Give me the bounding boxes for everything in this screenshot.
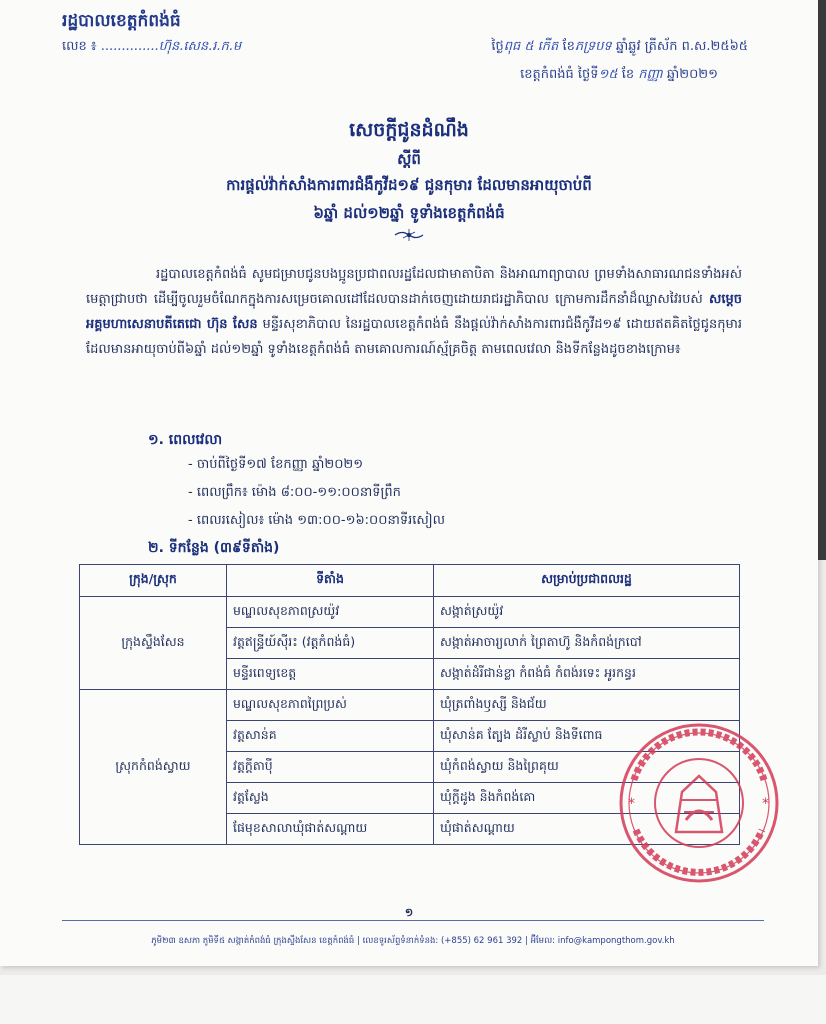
communes-cell: ឃុំកំពង់ស្វាយ និងព្រៃគុយ <box>434 752 740 783</box>
communes-cell: ឃុំផាត់សណ្តាយ <box>434 814 740 845</box>
lunar-date-suffix: ឆ្នាំឆ្លូវ ត្រីស័ក ព.ស.២៥៦៥ <box>615 39 748 54</box>
site-cell: មណ្ឌលសុខភាពព្រៃប្រស់ <box>227 690 434 721</box>
site-cell: វត្តឥន្ទ្រីយ៍ស៊ីរះ (វត្តកំពង់ធំ) <box>227 628 434 659</box>
table-header-row <box>80 565 740 597</box>
next-page-strip <box>0 975 826 1024</box>
solar-date-suffix: ឆ្នាំ២០២១ <box>666 67 718 82</box>
header-site: ទីតាំង <box>227 565 434 597</box>
reference-number <box>62 38 241 57</box>
solar-month-handwritten: កញ្ញា <box>638 67 663 82</box>
communes-cell: សង្កាត់ដំរីជាន់ខ្លា កំពង់ធំ កំពង់រទេះ អូរកន្ធរ <box>434 659 740 690</box>
lunar-date <box>491 38 748 57</box>
lunar-date-month-label: ខែ <box>562 39 575 54</box>
site-cell: មណ្ឌលសុខភាពស្រយ៉ូវ <box>227 597 434 628</box>
notice-subject-label: ស្តីពី <box>397 150 421 168</box>
photo-edge-shadow <box>818 0 826 560</box>
table-row <box>80 597 740 628</box>
body-text-honorific: សម្តេចអគ្គមហាសេនាបតីតេជោ ហ៊ុន សែន <box>86 292 742 332</box>
time-item-morning: - ពេលព្រឹក៖ ម៉ោង ៨:០០-១១:០០នាទីព្រឹក <box>188 485 401 500</box>
site-cell: វត្តក្តីតាប៉ី <box>227 752 434 783</box>
communes-cell: ឃុំត្រពាំងឫស្សី និងជ័យ <box>434 690 740 721</box>
lunar-date-prefix: ថ្ងៃ <box>491 39 504 54</box>
svg-text:*: * <box>628 796 635 812</box>
time-item-afternoon: - ពេលរសៀល៖ ម៉ោង ១៣:០០-១៦:០០នាទីរសៀល <box>188 513 445 528</box>
body-text-details: មន្ទីរសុខាភិបាល នៃរដ្ឋបាលខេត្តកំពង់ធំ នឹងផ្តល់វ៉ាក់សាំងការពារជំងឺកូវីដ១៩ ដោយឥតគិតថ្លៃជូនកុមារ ដែលមានអាយុចាប់ពី៦ឆ្នាំ ដល់១២ឆ្នាំ ទូទាំងខេត្តកំពង់ធំ តាមគោលការណ៍ស្ម័គ្រចិត្ត តាមពេលវេលា និងទីកន្លែងដូចខាងក្រោម៖ <box>86 317 743 357</box>
communes-cell: សង្កាត់អាចារ្យលាក់ ព្រៃតាហ៊ូ និងកំពង់ក្របៅ <box>434 628 740 659</box>
site-cell: វត្តសាន់គ <box>227 721 434 752</box>
footer-divider <box>62 920 764 921</box>
svg-text:*: * <box>762 796 769 812</box>
solar-date <box>520 66 718 85</box>
official-seal-stamp <box>616 720 782 886</box>
section-location-heading: ២. ទីកន្លែង (៣៩ទីតាំង) <box>148 540 280 556</box>
ornament-icon <box>394 228 424 242</box>
lunar-date-handwritten: ពុធ ៥ កើត <box>503 39 559 54</box>
reference-prefix: លេខ ៖ <box>62 39 97 54</box>
district-cell: ក្រុងស្ទឹងសែន <box>80 597 227 690</box>
solar-day-handwritten: ១៥ <box>598 67 618 82</box>
notice-subject-line2: ៦ឆ្នាំ ដល់១២ឆ្នាំ ទូទាំងខេត្តកំពង់ធំ <box>313 204 505 222</box>
solar-date-month-label: ខែ <box>621 67 635 82</box>
lunar-month-handwritten: ភទ្របទ <box>574 39 612 54</box>
communes-cell: ឃុំសាន់គ ត្បែង ដំរីស្លាប់ និងទីពោធ <box>434 721 740 752</box>
header-district: ក្រុង/ស្រុក <box>80 565 227 597</box>
time-item-start: - ចាប់ពីថ្ងៃទី១៧ ខែកញ្ញា ឆ្នាំ២០២១ <box>188 457 364 472</box>
notice-title: សេចក្តីជូនដំណឹង <box>349 119 469 141</box>
reference-handwritten: ..............ហ៊ុន.សេន.រ.ក.ម <box>100 39 242 54</box>
site-cell: មន្ទីរពេទ្យខេត្ត <box>227 659 434 690</box>
header-communes: សម្រាប់ប្រជាពលរដ្ឋ <box>434 565 740 597</box>
agency-name: រដ្ឋបាលខេត្តកំពង់ធំ <box>62 11 181 31</box>
page-number: ១ <box>404 906 414 919</box>
communes-cell: សង្កាត់ស្រយ៉ូវ <box>434 597 740 628</box>
site-cell: វត្តស្លែង <box>227 783 434 814</box>
site-cell: ផែមុខសាលាឃុំផាត់សណ្តាយ <box>227 814 434 845</box>
district-cell: ស្រុកកំពង់ស្វាយ <box>80 690 227 845</box>
body-text-intro: រដ្ឋបាលខេត្តកំពង់ធំ សូមជម្រាបជូនបងប្អូនប្រជាពលរដ្ឋដែលជាមាតាបិតា និងអាណាព្យាបាល ព្រមទាំងសាធារណជនទាំងអស់មេត្តាជ្រាបថា ដើម្បីចូលរួមចំណែកក្នុងការសម្រេចគោលដៅដែលបានដាក់ចេញដោយរាជរដ្ឋាភិបាល ក្រោមការដឹកនាំដ៏ឈ្លាសវៃរបស់ <box>86 267 742 307</box>
table-row <box>80 690 740 721</box>
solar-date-prefix: ខេត្តកំពង់ធំ ថ្ងៃទី <box>520 67 599 82</box>
notice-subject-line1: ការផ្តល់វ៉ាក់សាំងការពារជំងឺកូវីដ១៩ ជូនកុមារ ដែលមានអាយុចាប់ពី <box>226 176 592 194</box>
notice-body <box>86 262 742 362</box>
footer-contact: ភូមិ២៣ ឧសភា ភូមិទី៥ សង្កាត់កំពង់ធំ ក្រុងស្ទឹងសែន ខេត្តកំពង់ធំ | លេខទូរស័ព្ទទំនាក់ទំនង: (+855) 62 961 392 | អ៊ីមែល: info@kampongthom.gov.kh <box>151 936 675 946</box>
communes-cell: ឃុំក្តីដូង និងកំពង់គោ <box>434 783 740 814</box>
section-time-heading: ១. ពេលវេលា <box>148 432 223 448</box>
